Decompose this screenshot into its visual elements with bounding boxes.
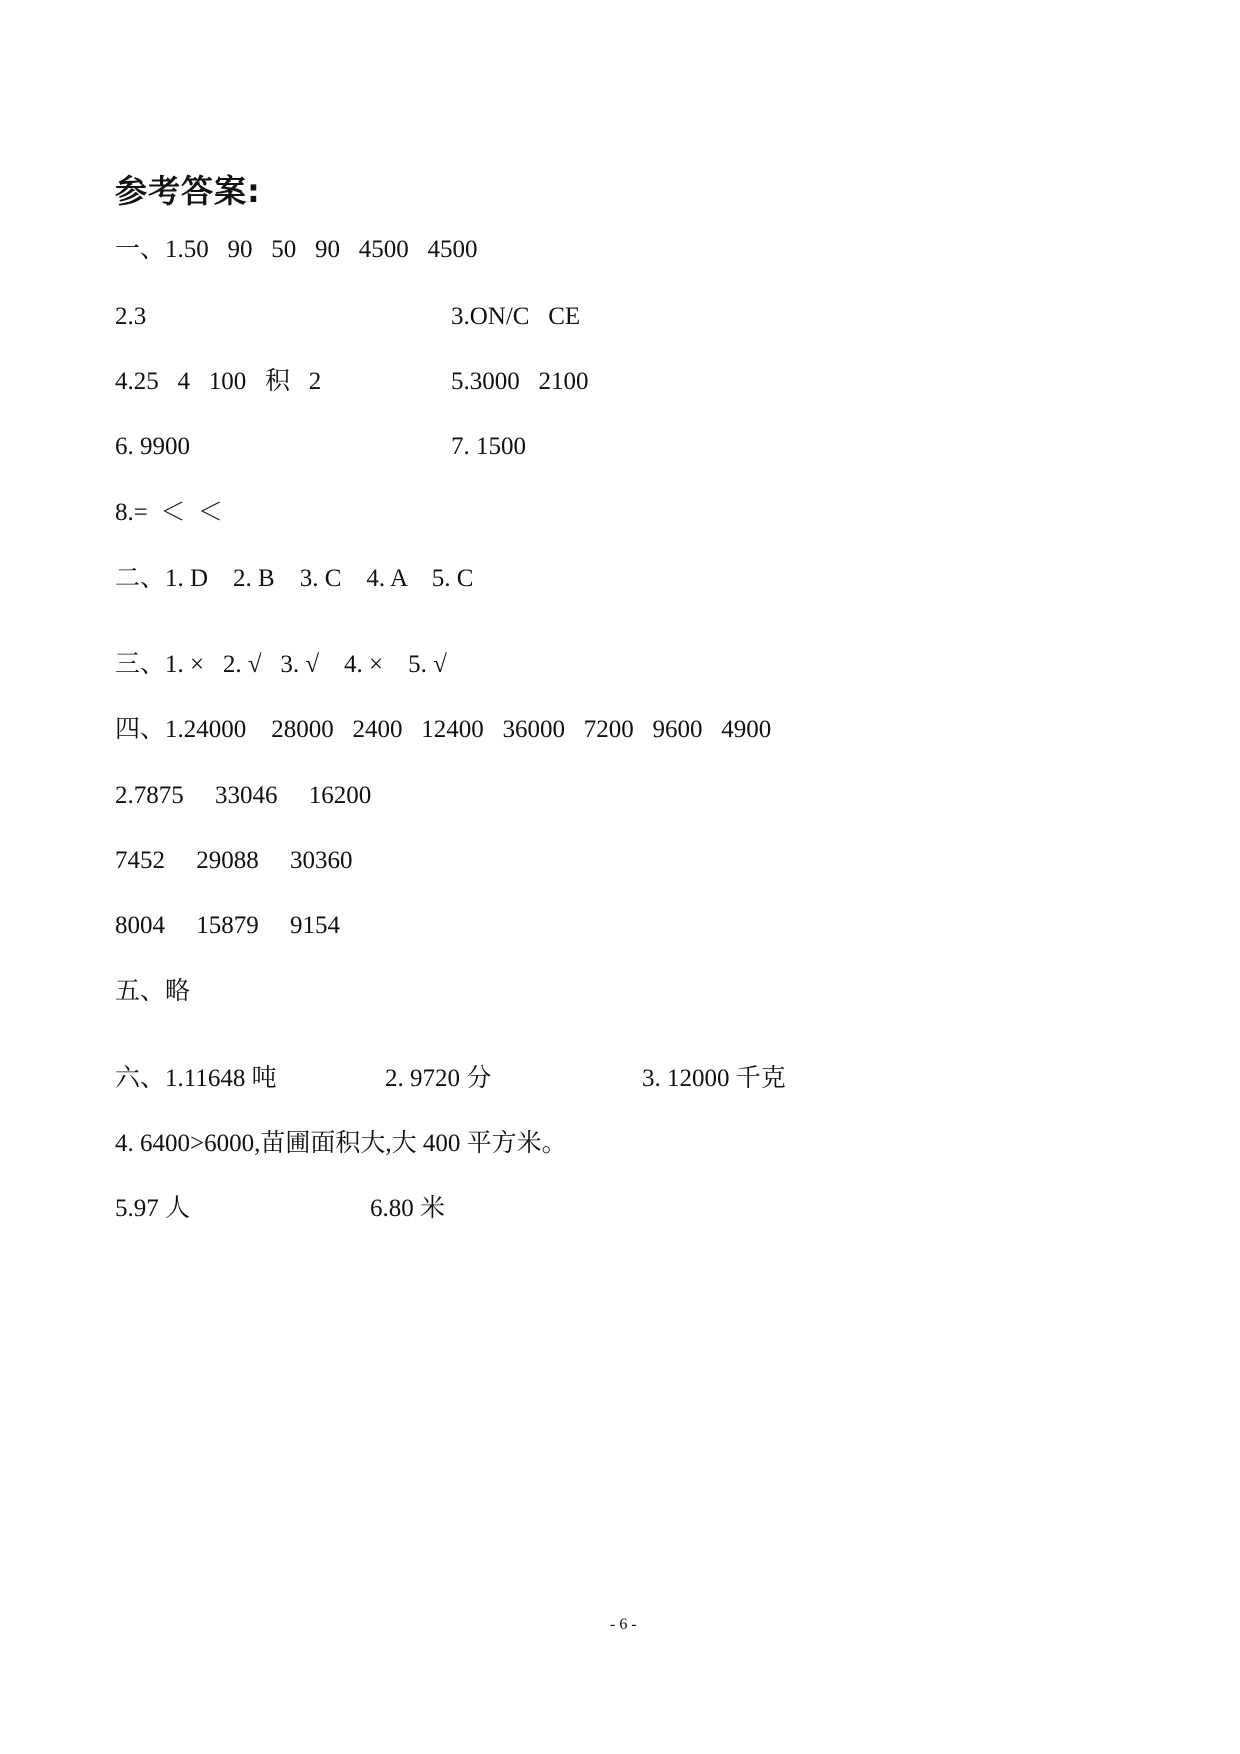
answer-section-6-q4: 4. 6400>6000,苗圃面积大,大 400 平方米。 — [115, 1130, 567, 1157]
answer-section-1-q2: 2.3 — [115, 303, 147, 330]
answer-section-4-q1: 四、1.24000 28000 2400 12400 36000 7200 9600 4900 — [115, 716, 772, 743]
page-number: - 6 - — [610, 1616, 637, 1633]
answer-section-1-q6: 6. 9900 — [115, 433, 190, 460]
answer-section-4-q2-row1: 2.7875 33046 16200 — [115, 782, 372, 809]
answer-section-1-q5: 5.3000 2100 — [451, 368, 589, 395]
answer-section-5: 五、略 — [115, 978, 191, 1005]
answer-section-3: 三、1. × 2. √ 3. √ 4. × 5. √ — [115, 651, 447, 678]
answer-section-2: 二、1. D 2. B 3. C 4. A 5. C — [115, 565, 474, 592]
answer-section-1-q8: 8.= ＜ ＜ — [115, 499, 223, 526]
answer-key-title: 参考答案: — [115, 172, 261, 210]
answer-section-1-q3: 3.ON/C CE — [451, 303, 581, 330]
answer-section-4-q2-row2: 7452 29088 30360 — [115, 847, 353, 874]
answer-section-1-q1: 一、1.50 90 50 90 4500 4500 — [115, 236, 478, 263]
answer-section-6-q5: 5.97 人 — [115, 1195, 191, 1222]
answer-section-1-q4: 4.25 4 100 积 2 — [115, 368, 322, 395]
answer-section-6-q6: 6.80 米 — [370, 1195, 446, 1222]
answer-section-6-q1: 六、1.11648 吨 — [115, 1065, 277, 1092]
answer-section-6-q2: 2. 9720 分 — [385, 1065, 492, 1092]
answer-section-1-q7: 7. 1500 — [451, 433, 526, 460]
answer-section-6-q3: 3. 12000 千克 — [642, 1065, 786, 1092]
answer-section-4-q2-row3: 8004 15879 9154 — [115, 912, 340, 939]
